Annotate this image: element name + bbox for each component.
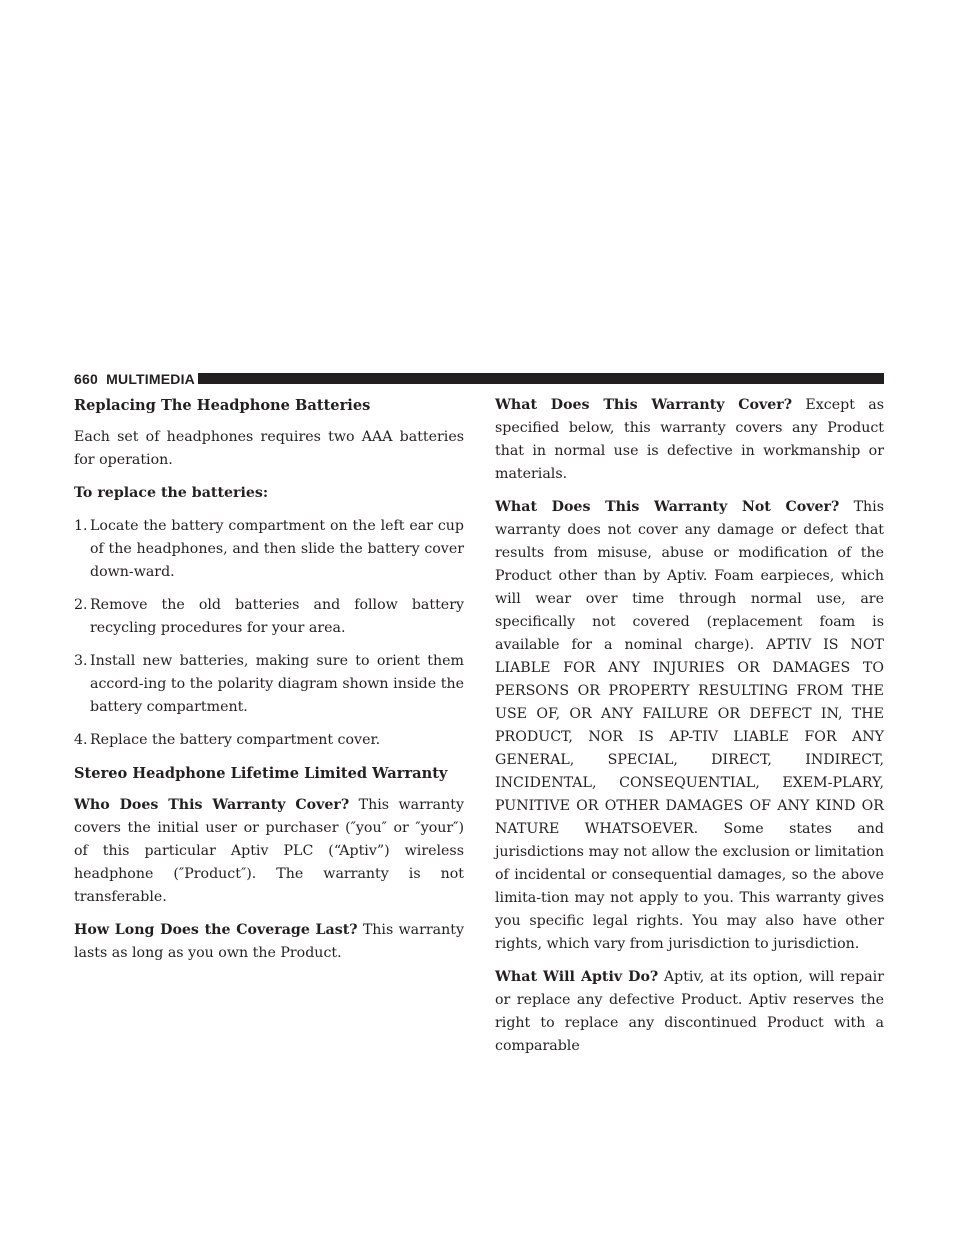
step-text: Remove the old batteries and follow battery recycling procedures for your area. — [90, 597, 464, 636]
right-column — [495, 394, 884, 1068]
heading-replacing-batteries: Replacing The Headphone Batteries — [74, 397, 371, 414]
step-text: Locate the battery compartment on the left ear cup of the headphones, and then slide the battery cover down-ward. — [90, 518, 464, 580]
how-long-text: This warranty lasts as long as you own the Product. — [74, 922, 464, 961]
how-long-paragraph — [74, 919, 464, 965]
page-number: 660 — [74, 371, 98, 387]
who-label: Who Does This Warranty Cover? — [74, 797, 350, 813]
list-item — [74, 729, 464, 752]
page-header — [74, 370, 884, 390]
header-rule — [198, 373, 884, 384]
not-cover-text: This warranty does not cover any damage or defect that results from misuse, abuse or modification of the Product other than by Aptiv. Foam earpieces, which will wear over time through normal use, are specifically not covered (replacement foam is available for a nominal charge). APTIV IS NOT LIABLE FOR ANY INJURIES OR DAMAGES TO PERSONS OR PROPERTY RESULTING FROM THE USE OF, OR ANY FAILURE OR DEFECT IN, THE PRODUCT, NOR IS AP-TIV LIABLE FOR ANY GENERAL, SPECIAL, DIRECT, INDIRECT, INCIDENTAL, CONSEQUENTIAL, EXEM-PLARY, PUNITIVE OR OTHER DAMAGES OF ANY KIND OR NATURE WHATSOEVER. Some states and jurisdictions may not allow the exclusion or limitation of incidental or consequential damages, so the above limita-tion may not apply to you. This warranty gives you specific legal rights. You may also have other rights, which vary from jurisdiction to jurisdiction. — [495, 499, 884, 952]
covers-paragraph — [495, 394, 884, 486]
step-number: 4. — [74, 732, 88, 748]
will-do-label: What Will Aptiv Do? — [495, 969, 659, 985]
will-do-paragraph — [495, 966, 884, 1058]
left-column — [74, 394, 464, 975]
covers-text: Except as specified below, this warranty covers any Product that in normal use is defective in workmanship or materials. — [495, 397, 884, 482]
step-text: Replace the battery compartment cover. — [90, 732, 381, 748]
list-item — [74, 594, 464, 640]
page-number-section — [74, 371, 195, 387]
step-number: 2. — [74, 597, 88, 613]
will-do-text: Aptiv, at its option, will repair or replace any defective Product. Aptiv reserves the right to replace any discontinued Product with a comparable — [495, 969, 885, 1054]
list-item — [74, 650, 464, 719]
step-number: 1. — [74, 518, 88, 534]
not-cover-paragraph — [495, 496, 884, 956]
covers-label: What Does This Warranty Cover? — [495, 397, 793, 413]
section-title: MULTIMEDIA — [106, 371, 195, 387]
step-text: Install new batteries, making sure to orient them accord-ing to the polarity diagram shown inside the battery compartment. — [90, 653, 464, 715]
step-number: 3. — [74, 653, 88, 669]
intro-paragraph: Each set of headphones requires two AAA batteries for operation. — [74, 429, 464, 468]
list-item — [74, 515, 464, 584]
not-cover-label: What Does This Warranty Not Cover? — [495, 499, 840, 515]
heading-warranty: Stereo Headphone Lifetime Limited Warranty — [74, 765, 448, 782]
subheading-to-replace: To replace the batteries: — [74, 485, 269, 501]
who-paragraph — [74, 794, 464, 909]
who-text: This warranty covers the initial user or purchaser (″you″ or ″your″) of this particular Aptiv PLC (“Aptiv”) wireless headphone (″Product″). The warranty is not transferable. — [74, 797, 464, 905]
how-long-label: How Long Does the Coverage Last? — [74, 922, 358, 938]
